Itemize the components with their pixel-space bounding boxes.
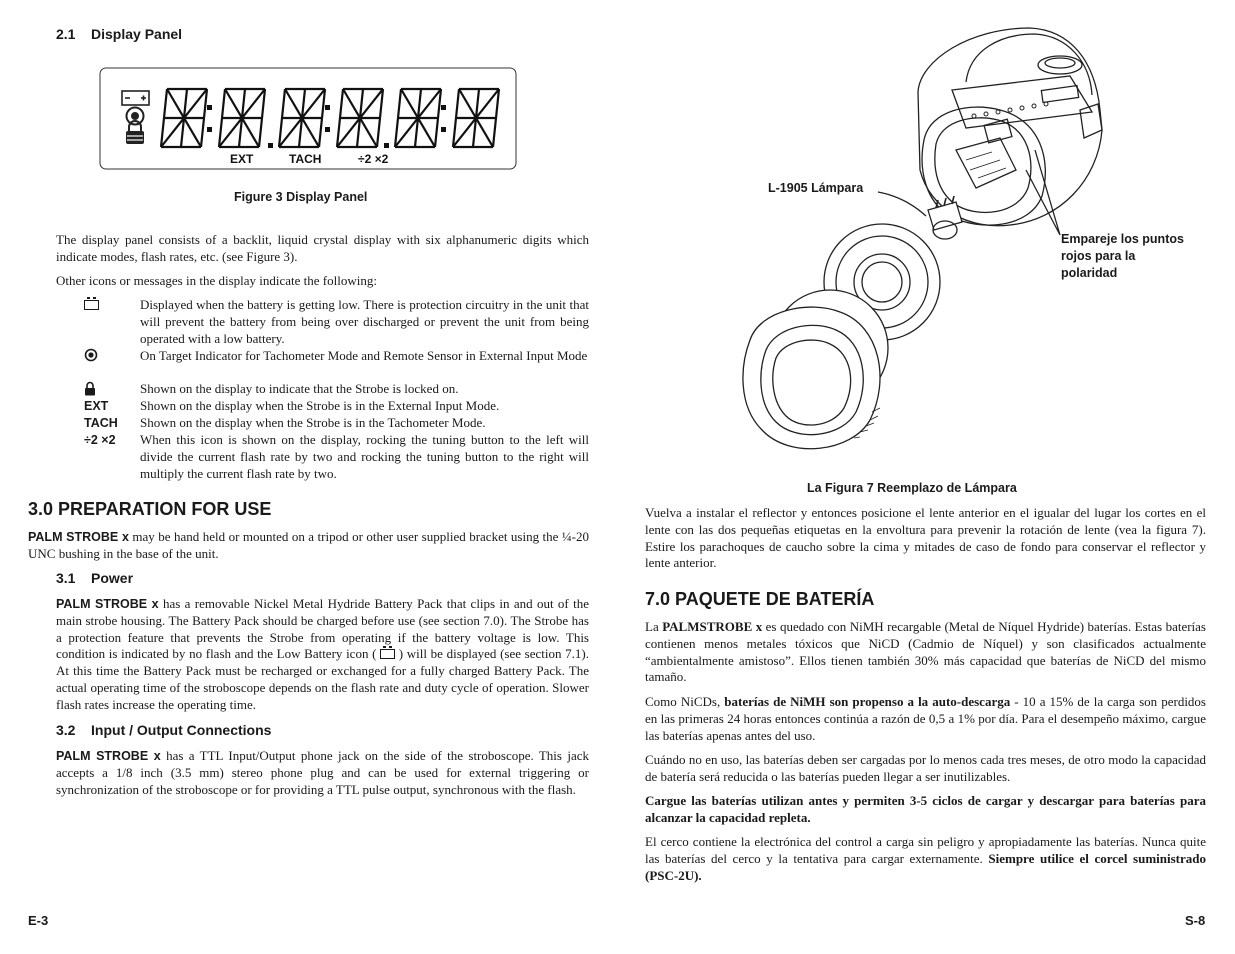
page-number-left: E-3: [28, 913, 49, 928]
icon-description: Displayed when the battery is getting low. There is protection circuitry in the unit that will prevent the battery from being over discharged or prevent the unit from being operated with a low battery.: [140, 297, 589, 346]
section-3-1-paragraph: [56, 596, 589, 714]
section-3-2-text: has a TTL Input/Output phone jack on the side of the stroboscope. This jack accepts a 1/8 inch (3.5 mm) stereo phone plug and can be used for external triggering or synchronization of the stroboscope or for providing a TTL pulse output, synchronous with the flash.: [56, 748, 589, 797]
lcd-tach-label: TACH: [289, 152, 322, 166]
icon-description: When this icon is shown on the display, rocking the tuning button to the left will divide the current flash rate by two and rocking the tuning button to the right will multiply the current flash rate by two.: [140, 432, 589, 481]
section-3-2-title: 3.2 Input / Output Connections: [56, 722, 272, 738]
icon-label: EXT: [84, 399, 109, 413]
lcd-colon-dot: [441, 105, 446, 110]
battery-icon: [84, 300, 99, 310]
section-3-2-paragraph: [56, 748, 589, 798]
enclosure-text: El cerco contiene la electrónica del control a carga sin peligro y apropiadamente las baterías. Nunca quite las baterías del cerco y la tentativa para cargar externamente.: [645, 834, 1206, 866]
battery-icon: [380, 649, 395, 659]
display-panel-paragraph: The display panel consists of a backlit, liquid crystal display with six alphanumeric digits which indicate modes, flash rates, etc. (see Figure 3).: [56, 232, 589, 264]
icon-label: ÷2 ×2: [84, 433, 116, 447]
self-discharge-paragraph: [645, 694, 1206, 744]
lcd-decimal-dot: [268, 143, 273, 148]
icons-intro-paragraph: Other icons or messages in the display indicate the following:: [56, 273, 377, 288]
nimh-text-pre: La: [645, 619, 663, 634]
section-7-0-title: 7.0 PAQUETE DE BATERÍA: [645, 589, 875, 609]
figure-7-caption: La Figura 7 Reemplazo de Lámpara: [807, 481, 1017, 495]
target-icon: [84, 348, 98, 362]
lcd-colon-dot: [441, 127, 446, 132]
brand-name: PALM STROBE x: [56, 749, 161, 763]
icon-description: On Target Indicator for Tachometer Mode and Remote Sensor in External Input Mode: [140, 348, 588, 363]
self-discharge-bold: baterías de NiMH son propenso a la auto-descarga: [724, 694, 1011, 709]
section-2-1-title: 2.1 Display Panel: [56, 26, 183, 42]
icon-cell: [84, 348, 136, 365]
callout-lamp: L-1905 Lámpara: [768, 181, 864, 195]
brand-name: PALMSTROBE x: [662, 619, 763, 634]
nimh-text: es quedado con NiMH recargable (Metal de Níquel Hydride) baterías. Estas baterías contienen menos metales tóxicos que NiCD (Cadmio de Níquel) y son clasificados actualmente “ambientalmente amistoso”. Ellos tienen también 30% más capacidad que baterías de NiCD del mismo tamaño.: [645, 619, 1206, 685]
self-discharge-text: - 10 a 15% de la carga son perdidos en las primeras 24 horas entonces continúa a razón de 0,5 a 1% por día. Para el desempeño máximo, cargue las baterías apenas antes del uso.: [645, 694, 1206, 743]
enclosure-bold: Siempre utilice el corcel suministrado (PSC-2U).: [645, 850, 1206, 883]
section-3-1-title: 3.1 Power: [56, 570, 134, 586]
storage-paragraph: Cuándo no en uso, las baterías deben ser cargadas por lo menos cada tres meses, de otro modo la capacidad de batería será reducida o las baterías pueden llegar a ser inutilizables.: [645, 752, 1206, 784]
lcd-decimal-dot: [384, 143, 389, 148]
enclosure-paragraph: [645, 834, 1206, 884]
brand-name: PALM STROBE x: [28, 530, 129, 544]
section-3-0-paragraph: [28, 529, 589, 563]
icon-description: Shown on the display when the Strobe is in the Tachometer Mode.: [140, 415, 486, 430]
icon-description: Shown on the display when the Strobe is in the External Input Mode.: [140, 398, 500, 413]
lcd-colon-dot: [207, 105, 212, 110]
display-panel-figure: [99, 67, 517, 170]
section-3-1-text-cont: ) will be displayed (see section 7.1). At this time the Battery Pack must be recharged or exchanged for a fully charged Battery Pack. The actual operating time of the stroboscope depends on the flash rate and duty cycle of operation. Slower flash rates increase the operating time.: [56, 646, 589, 712]
section-3-0-title: 3.0 PREPARATION FOR USE: [28, 499, 272, 519]
lcd-display-drawing: [99, 67, 517, 170]
section-3-0-text: may be hand held or mounted on a tripod or other user supplied bracket using the ¼-20 UNC bushing in the base of the unit.: [28, 529, 589, 561]
lcd-colon-dot: [325, 105, 330, 110]
figure-3-caption: Figure 3 Display Panel: [234, 190, 368, 204]
self-discharge-pre: Como NiCDs,: [645, 694, 725, 709]
callout-polarity: Empareje los puntos rojos para la polaridad: [1061, 232, 1184, 280]
lcd-colon-dot: [325, 127, 330, 132]
lock-icon: [84, 381, 96, 396]
page-number-right: S-8: [1185, 913, 1206, 928]
brand-name: PALM STROBE x: [56, 597, 159, 611]
charge-cycles-paragraph: Cargue las baterías utilizan antes y permiten 3-5 ciclos de cargar y descargar para baterías para alcanzar la capacidad repleta.: [645, 793, 1206, 825]
icon-label: TACH: [84, 416, 118, 430]
lcd-colon-dot: [207, 127, 212, 132]
icon-description: Shown on the display to indicate that the Strobe is locked on.: [140, 381, 459, 396]
icon-cell: [84, 297, 136, 314]
lcd-divide-multiply-label: ÷2 ×2: [358, 152, 389, 166]
section-3-1-text: has a removable Nickel Metal Hydride Battery Pack that clips in and out of the main strobe housing. The Battery Pack should be charged before use (see section 7.0). The Strobe has a protection feature that prevents the Strobe from operating if the battery voltage is low. This condition is indicated by no flash and the Low Battery icon (: [56, 596, 589, 662]
nimh-paragraph: [645, 619, 1206, 686]
reflector-paragraph: Vuelva a instalar el reflector y entonces posicione el lente anterior en el igualar del lugar los cortes en el lente con las dos pequeñas etiquetas en la envoltura para prevenir la rotación de lente (vea la figura 7). Estire los parachoques de caucho sobre la cima y mitades de caso de fondo para conservar el reflector y lente anterior.: [645, 505, 1206, 571]
lcd-ext-label: EXT: [230, 152, 254, 166]
icon-cell: [84, 381, 136, 399]
